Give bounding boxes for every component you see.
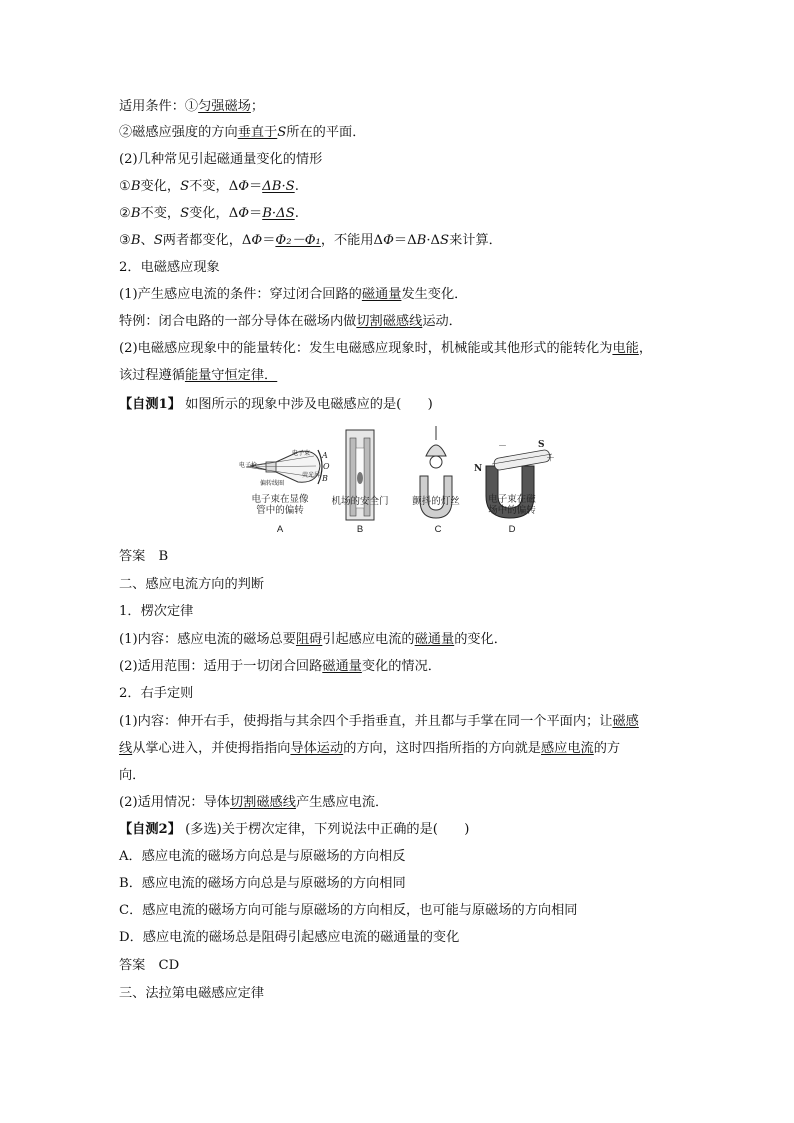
coil-label: 偏转线圈 (260, 480, 285, 487)
caption-line: 电子束在显像 (251, 494, 309, 505)
gun-label: 电子枪 (239, 462, 258, 469)
option-a-label: A (276, 524, 284, 535)
section-heading-2: 二、感应电流方向的判断 (119, 577, 265, 592)
caption-line: 电子束在磁 (488, 494, 536, 505)
text: ＝ (249, 206, 263, 221)
question-text: 如图所示的现象中涉及电磁感应的是( ) (180, 397, 433, 412)
point-o-label: O (323, 462, 330, 471)
point-b-label: B (322, 474, 328, 483)
caption-c: 颤抖的灯丝 (412, 496, 460, 507)
blank-answer: 阻碍 (295, 632, 323, 647)
text: 运动． (422, 314, 462, 329)
blank-answer: ΔB·S (262, 179, 295, 194)
section-heading-3: 三、法拉第电磁感应定律 (119, 986, 265, 1001)
text: (1)内容：感应电流的磁场总要 (119, 632, 296, 647)
text: (1)产生感应电流的条件：穿过闭合回路的 (119, 287, 362, 302)
text: 两者都变化，Δ (162, 233, 252, 248)
blank-answer: 线 (119, 741, 133, 756)
blank-answer: 感应电流 (541, 741, 594, 756)
blank-answer: 垂直于 (237, 125, 278, 140)
option-a: A．感应电流的磁场方向总是与原磁场的方向相反 (119, 849, 406, 864)
text: ， (638, 341, 652, 356)
caption-b: 机场的安全门 (331, 496, 389, 507)
rhr-content-3: 向． (119, 768, 146, 783)
text: ① (119, 179, 131, 194)
subheading-flux-change: (2)几种常见引起磁通量变化的情形 (119, 152, 323, 167)
var-b: B (130, 233, 141, 248)
text: 变化的情况． (361, 659, 441, 674)
lenz-content (119, 631, 679, 649)
text: 从掌心进入，并使拇指指向 (132, 741, 291, 756)
text: 变化，Δ (189, 206, 239, 221)
answer-2: 答案 CD (119, 958, 180, 973)
blank-answer: 切割磁感线 (230, 795, 296, 810)
text: 引起感应电流的 (322, 632, 415, 647)
var-phi: Φ (238, 179, 250, 194)
var-phi: Φ (383, 233, 394, 248)
text: (1)内容：伸开右手，使拇指与其余四个手指垂直，并且都与手掌在同一个平面内；让 (119, 714, 613, 729)
energy-conservation (119, 367, 679, 385)
plus-label: ＋ (546, 454, 556, 464)
var-s: S (440, 233, 450, 248)
self-test-tag: 【自测2】 (119, 822, 181, 837)
special-case (119, 313, 679, 331)
text: 发生变化． (401, 287, 468, 302)
text: ② (119, 206, 131, 221)
var-s: S (180, 179, 190, 194)
blank-answer: 磁感 (612, 714, 639, 729)
text: (2)适用范围：适用于一切闭合回路 (119, 659, 323, 674)
text: ③ (119, 233, 131, 248)
caption-line: 管中的偏转 (256, 505, 304, 516)
text: ·Δ (426, 233, 441, 248)
caption-d (482, 494, 542, 516)
answer-1: 答案 B (119, 549, 169, 564)
text: (2)电磁感应现象中的能量转化：发生电磁感应现象时，机械能或其他形式的能转化为 (119, 341, 613, 356)
text: 的方向，这时四指所指的方向就是 (343, 741, 541, 756)
heading-em-induction: 2．电磁感应现象 (119, 260, 220, 275)
blank-answer: B·ΔS (262, 206, 295, 221)
blank-answer: 磁通量 (322, 659, 362, 674)
caption-line: 场中的偏转 (488, 505, 536, 516)
option-b: B．感应电流的磁场方向总是与原磁场的方向相同 (119, 876, 406, 891)
self-test-1 (119, 396, 679, 414)
screen-label: 荧光屏 (302, 472, 321, 479)
case-2 (119, 205, 679, 223)
text: 、 (140, 233, 154, 248)
text: ②磁感应强度的方向 (119, 125, 238, 140)
text: ，不能用Δ (320, 233, 384, 248)
text: 产生感应电流． (295, 795, 389, 810)
option-d-label: D (508, 524, 516, 535)
blank-answer: 电能 (612, 341, 639, 356)
var-s: S (153, 233, 163, 248)
text: 适用条件：① (119, 99, 199, 114)
option-c: C．感应电流的磁场方向可能与原磁场的方向相反，也可能与原磁场的方向相同 (119, 903, 578, 918)
self-test-2 (119, 821, 679, 839)
case-1 (119, 178, 679, 196)
var-b: B (130, 206, 141, 221)
blank-answer: 磁通量 (414, 632, 455, 647)
rhr-content-1 (119, 713, 679, 731)
point-a-label: A (322, 451, 328, 460)
option-b-label: B (356, 524, 364, 535)
rhr-content-2 (119, 740, 679, 758)
blank-answer: 切割磁感线 (356, 314, 423, 329)
blank-answer: 导体运动 (290, 741, 344, 756)
text: 特例：闭合电路的一部分导体在磁场内做 (119, 314, 357, 329)
text: 的方 (593, 741, 621, 756)
text: 不变，Δ (189, 179, 239, 194)
text: 的变化． (454, 632, 507, 647)
condition-line (119, 98, 679, 116)
var-phi: Φ (238, 206, 250, 221)
beam-label: 电子束 (292, 450, 311, 457)
text: 不变， (140, 206, 181, 221)
text: (2)适用情况：导体 (119, 795, 230, 810)
condition-line-2 (119, 124, 679, 142)
text: ＝Δ (393, 233, 417, 248)
var-s: S (277, 125, 287, 140)
minus-label: － (498, 442, 508, 452)
blank-answer: 能量守恒定律． (184, 368, 278, 383)
text: . (294, 179, 299, 194)
text: ＝ (262, 233, 276, 248)
lenz-scope (119, 658, 679, 676)
blank-answer: 磁通量 (361, 287, 402, 302)
text: 所在的平面． (286, 125, 366, 140)
blank-answer: Φ₂－Φ₁ (275, 233, 321, 248)
text: ； (250, 99, 265, 114)
question-text: (多选)关于楞次定律，下列说法中正确的是( ) (180, 822, 470, 837)
text: 变化， (140, 179, 181, 194)
case-3 (119, 232, 679, 250)
condition-current (119, 286, 679, 304)
var-b: B (416, 233, 427, 248)
var-s: S (180, 206, 190, 221)
heading-right-hand-rule: 2．右手定则 (119, 686, 194, 701)
text: . (294, 206, 299, 221)
heading-lenz: 1．楞次定律 (119, 604, 194, 619)
option-c-label: C (434, 524, 442, 535)
energy-conversion (119, 340, 679, 358)
rhr-scope (119, 794, 679, 812)
magnet-s-label: S (538, 440, 545, 450)
var-phi: Φ (251, 233, 263, 248)
magnet-n-label: N (474, 464, 483, 474)
text: 该过程遵循 (119, 368, 185, 383)
figure-self-test-1 (236, 426, 556, 538)
caption-a (244, 494, 316, 516)
var-b: B (130, 179, 141, 194)
option-d: D．感应电流的磁场总是阻碍引起感应电流的磁通量的变化 (119, 930, 460, 945)
self-test-tag: 【自测1】 (119, 397, 181, 412)
text: 来计算． (449, 233, 502, 248)
text: ＝ (249, 179, 263, 194)
blank-answer: 匀强磁场 (198, 99, 251, 114)
